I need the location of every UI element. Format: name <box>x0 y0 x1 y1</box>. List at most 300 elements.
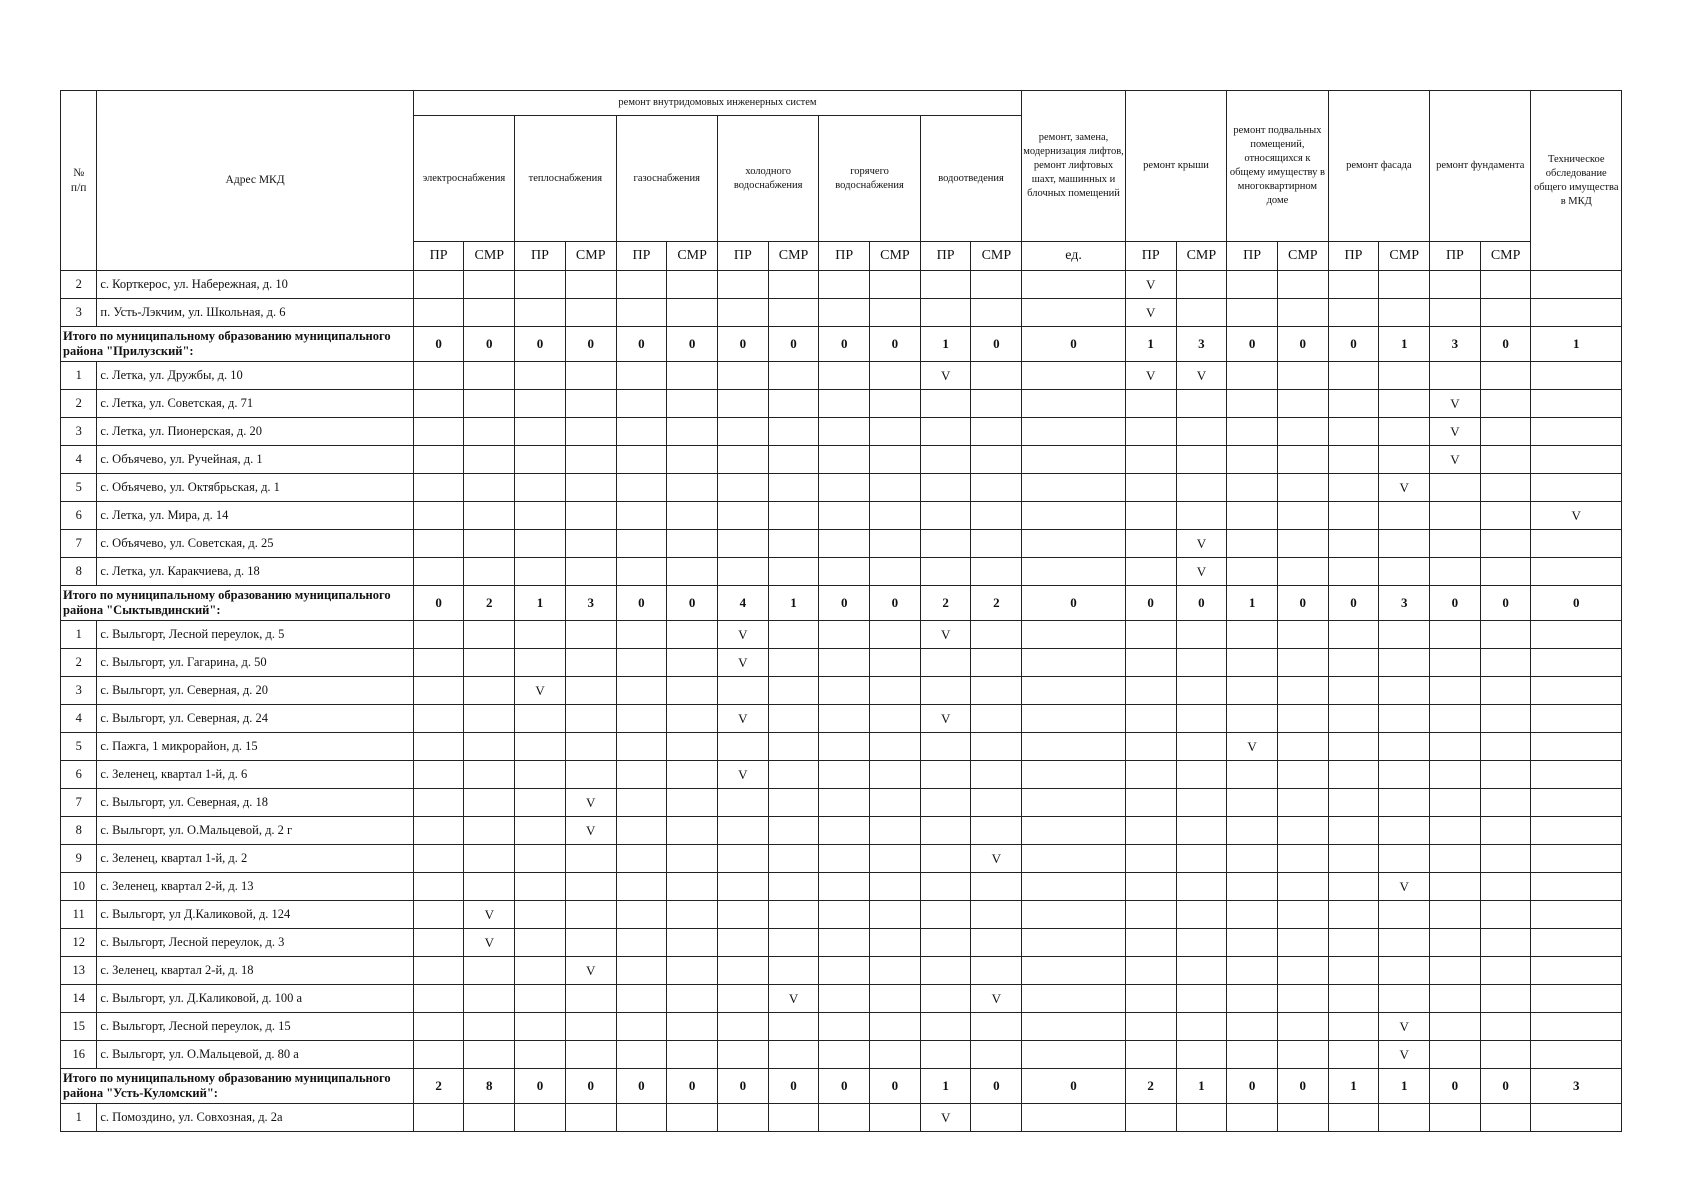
mark-cell <box>768 530 819 558</box>
address-cell: с. Летка, ул. Мира, д. 14 <box>97 502 413 530</box>
total-value-cell: 0 <box>464 327 515 362</box>
total-value-cell: 3 <box>1176 327 1227 362</box>
mark-cell: V <box>717 761 768 789</box>
mark-cell <box>1125 474 1176 502</box>
total-value-cell: 0 <box>717 327 768 362</box>
mark-cell <box>870 299 921 327</box>
mark-cell <box>1379 705 1430 733</box>
mark-cell <box>1176 845 1227 873</box>
mark-cell <box>413 985 464 1013</box>
mark-cell <box>616 677 667 705</box>
mark-cell <box>768 929 819 957</box>
mark-cell <box>870 446 921 474</box>
row-number: 8 <box>61 817 97 845</box>
mark-cell <box>1480 390 1531 418</box>
mark-cell <box>616 446 667 474</box>
mark-cell <box>1125 558 1176 586</box>
total-value-cell: 0 <box>717 1069 768 1104</box>
mark-cell <box>1125 1013 1176 1041</box>
mark-cell <box>1125 1104 1176 1132</box>
mark-cell <box>1277 985 1328 1013</box>
sub-header-pr: ПР <box>515 242 566 271</box>
mark-cell <box>616 761 667 789</box>
mark-cell <box>515 362 566 390</box>
row-number: 14 <box>61 985 97 1013</box>
mark-cell <box>464 985 515 1013</box>
mark-cell <box>1277 845 1328 873</box>
table-row <box>61 530 1622 558</box>
mark-cell <box>667 418 718 446</box>
row-number: 8 <box>61 558 97 586</box>
mark-cell <box>1480 558 1531 586</box>
mark-cell <box>515 299 566 327</box>
table-row <box>61 817 1622 845</box>
total-value-cell: 2 <box>413 1069 464 1104</box>
mark-cell <box>870 474 921 502</box>
mark-cell: V <box>1176 530 1227 558</box>
row-number: 2 <box>61 390 97 418</box>
address-cell: с. Летка, ул. Дружбы, д. 10 <box>97 362 413 390</box>
mark-cell <box>768 621 819 649</box>
mark-cell <box>1379 558 1430 586</box>
mark-cell <box>920 873 971 901</box>
mark-cell <box>717 957 768 985</box>
mark-cell <box>413 271 464 299</box>
total-value-cell: 0 <box>667 327 718 362</box>
total-value-cell: 0 <box>971 327 1022 362</box>
mark-cell <box>1430 1041 1481 1069</box>
mark-cell <box>1176 446 1227 474</box>
mark-cell <box>413 418 464 446</box>
total-value-cell: 1 <box>1379 327 1430 362</box>
mark-cell <box>971 502 1022 530</box>
mark-cell <box>1277 1104 1328 1132</box>
mark-cell <box>1125 761 1176 789</box>
mark-cell <box>515 390 566 418</box>
document-sheet <box>60 90 1622 1132</box>
mark-cell <box>667 761 718 789</box>
mark-cell <box>616 733 667 761</box>
mark-cell <box>1379 733 1430 761</box>
mark-cell <box>1328 677 1379 705</box>
mark-cell <box>565 271 616 299</box>
mark-cell <box>870 873 921 901</box>
mark-cell <box>1277 957 1328 985</box>
mark-cell <box>1227 761 1278 789</box>
mark-cell <box>1277 929 1328 957</box>
mark-cell <box>1531 1041 1622 1069</box>
table-row <box>61 299 1622 327</box>
mark-cell <box>464 845 515 873</box>
mark-cell <box>1531 985 1622 1013</box>
mark-cell <box>870 761 921 789</box>
mark-cell <box>819 621 870 649</box>
mark-cell <box>1277 530 1328 558</box>
mark-cell <box>1227 558 1278 586</box>
mark-cell <box>1480 621 1531 649</box>
mark-cell <box>971 957 1022 985</box>
mark-cell <box>1176 677 1227 705</box>
mark-cell <box>870 1013 921 1041</box>
mark-cell <box>515 649 566 677</box>
mark-cell <box>413 873 464 901</box>
total-value-cell: 0 <box>667 586 718 621</box>
mark-cell <box>1328 761 1379 789</box>
mark-cell <box>1227 446 1278 474</box>
mark-cell <box>768 299 819 327</box>
mark-cell <box>768 705 819 733</box>
table-row <box>61 558 1622 586</box>
header-address: Адрес МКД <box>97 91 413 271</box>
mark-cell <box>413 1013 464 1041</box>
mark-cell <box>1227 390 1278 418</box>
mark-cell <box>1125 390 1176 418</box>
mark-cell <box>1328 558 1379 586</box>
mark-cell: V <box>1125 299 1176 327</box>
mark-cell <box>1277 1041 1328 1069</box>
mark-cell <box>565 985 616 1013</box>
table-row <box>61 474 1622 502</box>
mark-cell <box>1430 474 1481 502</box>
mark-cell: V <box>971 845 1022 873</box>
mark-cell <box>1227 957 1278 985</box>
sub-header-pr: ПР <box>1328 242 1379 271</box>
mark-cell: V <box>1430 446 1481 474</box>
mark-cell <box>616 502 667 530</box>
mark-cell <box>1430 873 1481 901</box>
mark-cell <box>1480 733 1531 761</box>
mark-cell <box>1430 299 1481 327</box>
mark-cell <box>413 789 464 817</box>
mark-cell <box>464 418 515 446</box>
mark-cell <box>1328 789 1379 817</box>
mark-cell <box>1531 789 1622 817</box>
mark-cell <box>667 474 718 502</box>
total-value-cell: 0 <box>1022 1069 1126 1104</box>
mark-cell <box>464 733 515 761</box>
mark-cell <box>870 789 921 817</box>
mark-cell <box>1125 789 1176 817</box>
mark-cell <box>1022 1041 1126 1069</box>
mark-cell <box>1328 845 1379 873</box>
mark-cell <box>616 474 667 502</box>
mark-cell <box>667 390 718 418</box>
mark-cell <box>515 929 566 957</box>
mark-cell <box>565 558 616 586</box>
header-internal-systems: ремонт внутридомовых инженерных систем <box>413 91 1021 116</box>
address-cell: с. Выльгорт, ул Д.Каликовой, д. 124 <box>97 901 413 929</box>
mark-cell <box>1125 957 1176 985</box>
mark-cell <box>1125 705 1176 733</box>
mark-cell <box>1227 362 1278 390</box>
mark-cell <box>1328 530 1379 558</box>
header-heating: теплоснабжения <box>515 116 616 242</box>
mark-cell <box>515 474 566 502</box>
mark-cell <box>413 299 464 327</box>
mark-cell <box>464 558 515 586</box>
mark-cell <box>616 705 667 733</box>
total-value-cell: 0 <box>667 1069 718 1104</box>
mark-cell <box>768 558 819 586</box>
mark-cell <box>1379 789 1430 817</box>
mark-cell <box>1277 502 1328 530</box>
mark-cell <box>413 474 464 502</box>
mark-cell <box>717 677 768 705</box>
sub-header-pr: ПР <box>413 242 464 271</box>
mark-cell <box>1022 789 1126 817</box>
mark-cell <box>920 446 971 474</box>
total-value-cell: 0 <box>1227 1069 1278 1104</box>
mark-cell <box>1125 1041 1176 1069</box>
header-foundation: ремонт фундамента <box>1430 91 1531 242</box>
mark-cell <box>1480 845 1531 873</box>
mark-cell <box>1125 873 1176 901</box>
total-value-cell: 1 <box>1176 1069 1227 1104</box>
mark-cell <box>1022 649 1126 677</box>
mark-cell <box>1328 1013 1379 1041</box>
mark-cell <box>464 271 515 299</box>
total-value-cell: 1 <box>1328 1069 1379 1104</box>
header-num-text: № п/п <box>70 166 87 194</box>
mark-cell <box>616 530 667 558</box>
address-cell: с. Зеленец, квартал 2-й, д. 18 <box>97 957 413 985</box>
mark-cell: V <box>717 649 768 677</box>
mark-cell <box>1176 1041 1227 1069</box>
mark-cell <box>616 789 667 817</box>
header-num <box>61 91 97 271</box>
mark-cell <box>717 845 768 873</box>
mark-cell <box>1328 621 1379 649</box>
mark-cell <box>1022 474 1126 502</box>
mark-cell <box>920 789 971 817</box>
mark-cell <box>1379 817 1430 845</box>
mark-cell <box>1022 621 1126 649</box>
mark-cell <box>1328 705 1379 733</box>
mark-cell <box>870 985 921 1013</box>
mark-cell <box>1379 845 1430 873</box>
address-cell: с. Помоздино, ул. Совхозная, д. 2а <box>97 1104 413 1132</box>
mark-cell <box>1277 299 1328 327</box>
mark-cell <box>1480 957 1531 985</box>
address-cell: с. Выльгорт, Лесной переулок, д. 15 <box>97 1013 413 1041</box>
mark-cell <box>1227 845 1278 873</box>
mark-cell <box>1480 271 1531 299</box>
mark-cell <box>1379 677 1430 705</box>
mark-cell <box>1277 474 1328 502</box>
total-value-cell: 0 <box>515 1069 566 1104</box>
row-number: 6 <box>61 761 97 789</box>
mark-cell <box>1125 733 1176 761</box>
mark-cell <box>1227 271 1278 299</box>
mark-cell <box>717 873 768 901</box>
mark-cell <box>1277 873 1328 901</box>
mark-cell <box>920 530 971 558</box>
mark-cell <box>1430 677 1481 705</box>
mark-cell <box>1328 957 1379 985</box>
total-value-cell: 0 <box>1277 1069 1328 1104</box>
mark-cell <box>971 418 1022 446</box>
address-cell: с. Выльгорт, ул. Гагарина, д. 50 <box>97 649 413 677</box>
mark-cell <box>870 957 921 985</box>
mark-cell <box>1531 621 1622 649</box>
mark-cell <box>1531 530 1622 558</box>
mark-cell <box>1379 901 1430 929</box>
table-row <box>61 1041 1622 1069</box>
mark-cell: V <box>971 985 1022 1013</box>
repair-schedule-table <box>60 90 1622 1132</box>
mark-cell <box>920 271 971 299</box>
mark-cell <box>464 957 515 985</box>
table-row <box>61 873 1622 901</box>
total-value-cell: 3 <box>1379 586 1430 621</box>
mark-cell <box>1531 733 1622 761</box>
mark-cell <box>515 1104 566 1132</box>
mark-cell <box>667 873 718 901</box>
mark-cell <box>1531 418 1622 446</box>
mark-cell <box>1176 733 1227 761</box>
mark-cell <box>464 474 515 502</box>
mark-cell <box>870 418 921 446</box>
total-value-cell: 3 <box>1430 327 1481 362</box>
mark-cell <box>717 1104 768 1132</box>
mark-cell <box>819 299 870 327</box>
mark-cell <box>616 649 667 677</box>
mark-cell <box>515 1041 566 1069</box>
row-number: 11 <box>61 901 97 929</box>
mark-cell <box>971 901 1022 929</box>
mark-cell <box>413 390 464 418</box>
mark-cell <box>768 733 819 761</box>
mark-cell <box>819 1104 870 1132</box>
mark-cell <box>920 502 971 530</box>
mark-cell <box>920 1041 971 1069</box>
mark-cell <box>1531 957 1622 985</box>
mark-cell <box>768 677 819 705</box>
mark-cell <box>1480 362 1531 390</box>
mark-cell <box>616 390 667 418</box>
mark-cell <box>464 649 515 677</box>
total-value-cell: 0 <box>819 1069 870 1104</box>
mark-cell <box>413 929 464 957</box>
mark-cell <box>565 1013 616 1041</box>
mark-cell <box>1430 1013 1481 1041</box>
mark-cell <box>1277 621 1328 649</box>
mark-cell <box>768 1041 819 1069</box>
mark-cell <box>971 873 1022 901</box>
mark-cell <box>920 901 971 929</box>
sub-header-smr: СМР <box>464 242 515 271</box>
header-hot-water: горячего водоснабжения <box>819 116 920 242</box>
sub-header-pr: ПР <box>717 242 768 271</box>
mark-cell: V <box>1430 390 1481 418</box>
mark-cell <box>768 957 819 985</box>
mark-cell <box>413 817 464 845</box>
mark-cell <box>413 957 464 985</box>
mark-cell: V <box>515 677 566 705</box>
mark-cell <box>1227 621 1278 649</box>
mark-cell: V <box>565 957 616 985</box>
address-cell: с. Летка, ул. Каракчиева, д. 18 <box>97 558 413 586</box>
mark-cell <box>1277 418 1328 446</box>
mark-cell <box>971 649 1022 677</box>
mark-cell <box>1176 901 1227 929</box>
mark-cell <box>1379 761 1430 789</box>
mark-cell <box>565 362 616 390</box>
total-value-cell: 0 <box>616 1069 667 1104</box>
mark-cell <box>1531 299 1622 327</box>
row-number: 2 <box>61 649 97 677</box>
mark-cell: V <box>1379 1013 1430 1041</box>
total-value-cell: 0 <box>870 327 921 362</box>
mark-cell <box>920 761 971 789</box>
mark-cell <box>1125 845 1176 873</box>
mark-cell <box>1480 901 1531 929</box>
mark-cell <box>1125 621 1176 649</box>
total-label: Итого по муниципальному образованию муниципального района "Прилузский": <box>61 327 414 362</box>
mark-cell <box>1227 1013 1278 1041</box>
row-number: 5 <box>61 474 97 502</box>
row-number: 10 <box>61 873 97 901</box>
mark-cell <box>971 271 1022 299</box>
mark-cell <box>819 502 870 530</box>
table-row <box>61 362 1622 390</box>
mark-cell <box>819 390 870 418</box>
mark-cell <box>464 1104 515 1132</box>
mark-cell <box>717 418 768 446</box>
row-number: 1 <box>61 1104 97 1132</box>
mark-cell <box>1022 271 1126 299</box>
mark-cell <box>1379 446 1430 474</box>
mark-cell <box>667 362 718 390</box>
mark-cell <box>515 733 566 761</box>
mark-cell <box>464 1041 515 1069</box>
mark-cell <box>565 530 616 558</box>
mark-cell <box>1227 474 1278 502</box>
mark-cell <box>1480 1104 1531 1132</box>
mark-cell <box>667 1013 718 1041</box>
mark-cell <box>870 901 921 929</box>
row-number: 15 <box>61 1013 97 1041</box>
mark-cell <box>1227 1104 1278 1132</box>
mark-cell <box>667 502 718 530</box>
table-row <box>61 390 1622 418</box>
total-value-cell: 1 <box>1227 586 1278 621</box>
mark-cell: V <box>717 705 768 733</box>
mark-cell: V <box>1379 474 1430 502</box>
row-number: 13 <box>61 957 97 985</box>
total-value-cell: 2 <box>971 586 1022 621</box>
mark-cell <box>515 621 566 649</box>
header-sewerage: водоотведения <box>920 116 1021 242</box>
mark-cell <box>1022 362 1126 390</box>
mark-cell <box>565 418 616 446</box>
sub-header-smr: СМР <box>768 242 819 271</box>
mark-cell: V <box>1430 418 1481 446</box>
mark-cell <box>1379 929 1430 957</box>
mark-cell <box>1277 789 1328 817</box>
mark-cell <box>920 558 971 586</box>
mark-cell: V <box>717 621 768 649</box>
total-value-cell: 3 <box>1531 1069 1622 1104</box>
address-cell: с. Выльгорт, ул. Северная, д. 18 <box>97 789 413 817</box>
row-number: 16 <box>61 1041 97 1069</box>
mark-cell <box>1227 677 1278 705</box>
mark-cell <box>667 649 718 677</box>
mark-cell <box>1430 1104 1481 1132</box>
mark-cell <box>920 390 971 418</box>
mark-cell <box>515 530 566 558</box>
table-row <box>61 845 1622 873</box>
